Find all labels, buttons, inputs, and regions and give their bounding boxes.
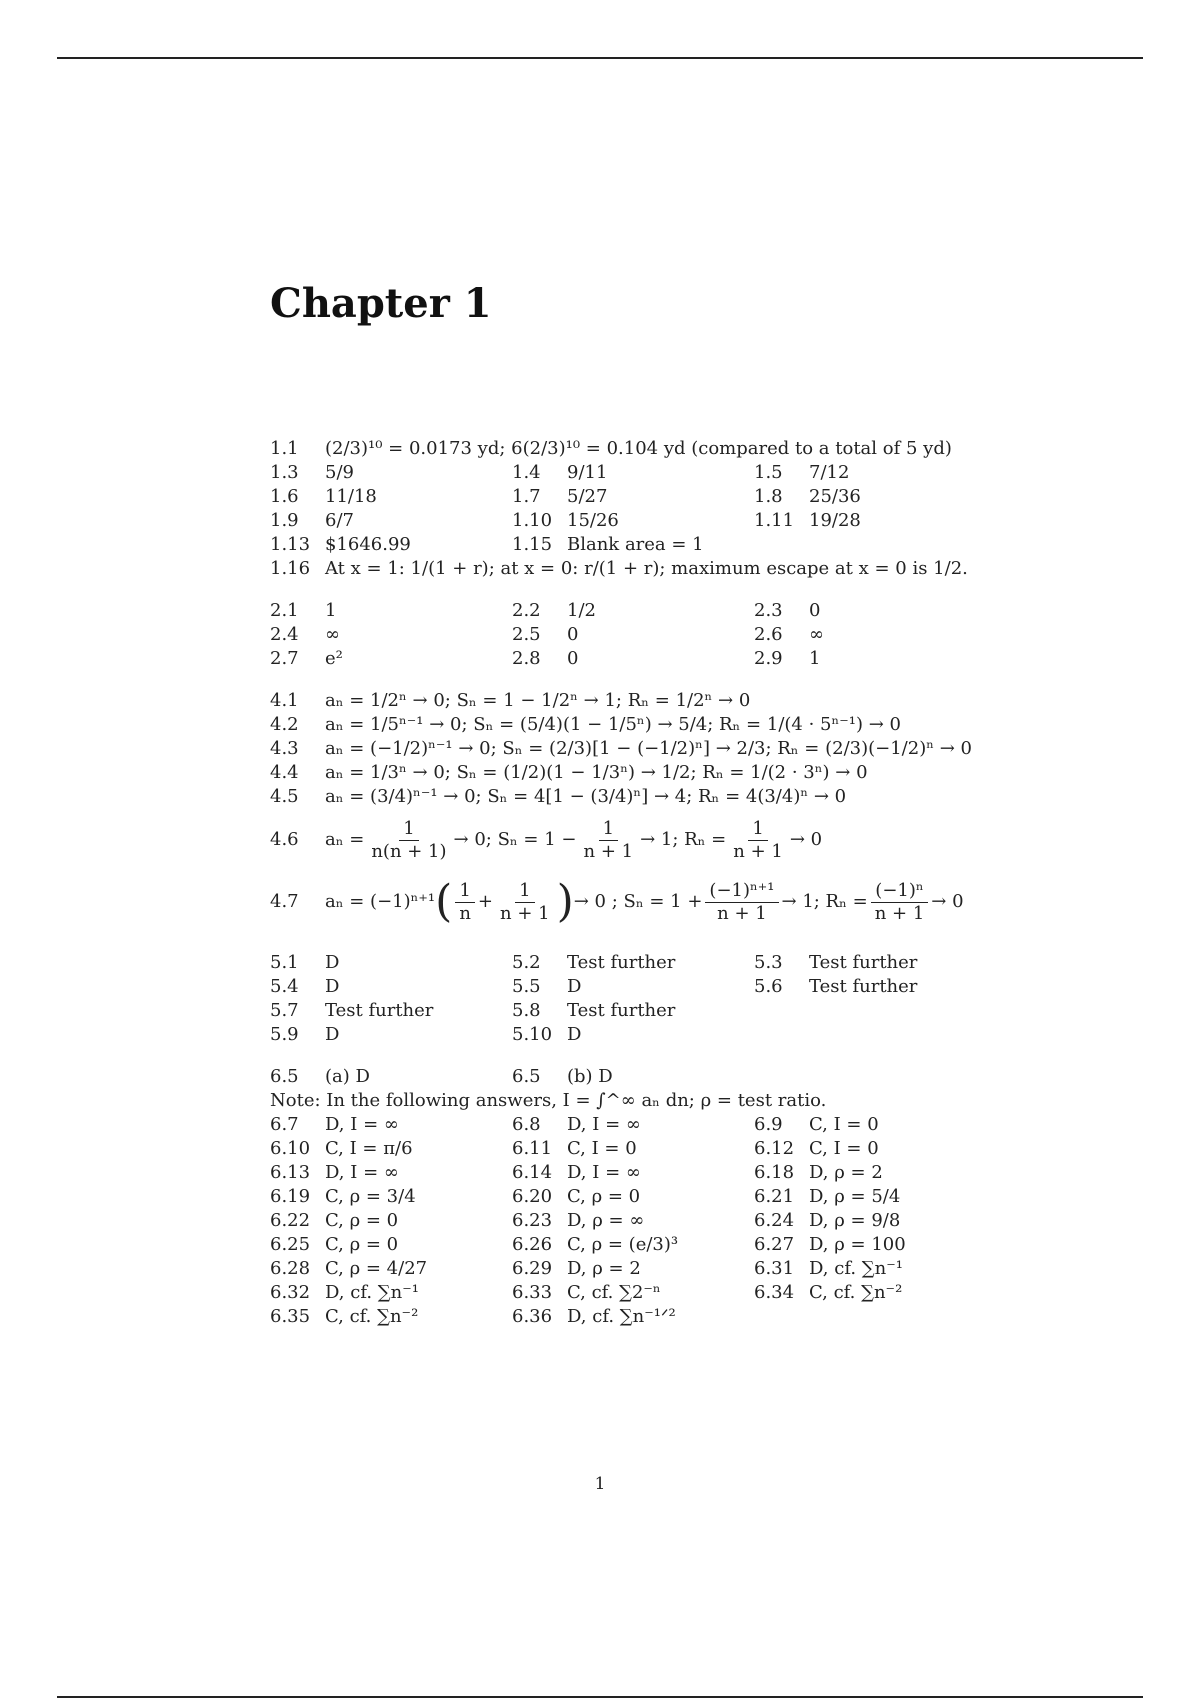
denominator: n + 1 <box>733 840 783 862</box>
answer-value: D, ρ = ∞ <box>567 1210 645 1231</box>
answer-row <box>270 461 1140 485</box>
equation-text: → 0 <box>931 891 964 912</box>
answer-value: ∞ <box>325 624 340 645</box>
problem-number: 2.8 <box>512 648 541 669</box>
answers <box>270 437 1140 1329</box>
answer-value: C, ρ = 0 <box>325 1210 399 1231</box>
answer-value: At x = 1: 1/(1 + r); at x = 0: r/(1 + r); maximum escape at x = 0 is 1/2. <box>325 558 968 579</box>
denominator: n + 1 <box>874 902 925 924</box>
answer-value: 1 <box>809 648 821 669</box>
answer-value: 0 <box>567 624 579 645</box>
answer-value: 1/2 <box>567 600 596 621</box>
numerator: (−1)ⁿ⁺¹ <box>705 881 778 903</box>
problem-number: 6.5 <box>512 1066 541 1087</box>
answer-row <box>270 1023 1140 1047</box>
answer-value: C, ρ = 0 <box>567 1186 641 1207</box>
answer-value: C, ρ = 0 <box>325 1234 399 1255</box>
answer-row <box>270 761 1140 785</box>
equation-text: → 1; Rₙ = <box>781 891 868 912</box>
answer-value: ∞ <box>809 624 824 645</box>
problem-number: 5.5 <box>512 976 541 997</box>
numerator: 1 <box>599 819 618 841</box>
problem-number: 5.4 <box>270 976 299 997</box>
problem-number: 5.9 <box>270 1024 299 1045</box>
left-paren: ( <box>435 876 453 927</box>
equation-text: aₙ = (−1)ⁿ⁺¹ <box>325 891 436 912</box>
answer-row <box>270 437 1140 461</box>
answer-value: D <box>325 976 340 997</box>
answer-row-fraction <box>270 809 1140 871</box>
answer-value: D <box>325 952 340 973</box>
answer-value: aₙ = 1/5ⁿ⁻¹ → 0; Sₙ = (5/4)(1 − 1/5ⁿ) → 5/4; Rₙ = 1/(4 · 5ⁿ⁻¹) → 0 <box>325 714 901 735</box>
answer-value: (b) D <box>567 1066 613 1087</box>
fraction <box>455 881 475 924</box>
equation-text: → 0; Sₙ = 1 − <box>453 829 577 850</box>
numerator: (−1)ⁿ <box>871 881 927 903</box>
section-4 <box>270 689 1140 933</box>
answer-value: 5/27 <box>567 486 608 507</box>
problem-number: 4.2 <box>270 714 299 735</box>
problem-number: 1.13 <box>270 534 311 555</box>
answer-value: aₙ = (3/4)ⁿ⁻¹ → 0; Sₙ = 4[1 − (3/4)ⁿ] → 4; Rₙ = 4(3/4)ⁿ → 0 <box>325 786 847 807</box>
problem-number: 6.35 <box>270 1306 311 1327</box>
fraction <box>580 819 638 862</box>
answer-value: D <box>567 976 582 997</box>
problem-number: 1.9 <box>270 510 299 531</box>
header-rule <box>57 57 1143 59</box>
problem-number: 1.11 <box>754 510 795 531</box>
problem-number: 6.18 <box>754 1162 795 1183</box>
answer-row <box>270 951 1140 975</box>
answer-value: Blank area = 1 <box>567 534 704 555</box>
answer-row <box>270 737 1140 761</box>
answer-row-fraction <box>270 871 1140 933</box>
problem-number: 5.2 <box>512 952 541 973</box>
fraction <box>871 881 929 924</box>
section-1 <box>270 437 1140 581</box>
answer-row <box>270 1257 1140 1281</box>
answer-value: C, I = 0 <box>809 1114 879 1135</box>
problem-number: 6.24 <box>754 1210 795 1231</box>
answer-value: $1646.99 <box>325 534 411 555</box>
problem-number: 1.16 <box>270 558 311 579</box>
fraction <box>705 881 778 924</box>
problem-number: 1.3 <box>270 462 299 483</box>
problem-number: 6.20 <box>512 1186 553 1207</box>
problem-number: 6.12 <box>754 1138 795 1159</box>
answer-value: C, cf. ∑n⁻² <box>809 1282 903 1303</box>
section-2 <box>270 599 1140 671</box>
problem-number: 6.5 <box>270 1066 299 1087</box>
problem-number: 6.31 <box>754 1258 795 1279</box>
problem-number: 6.23 <box>512 1210 553 1231</box>
problem-number: 5.6 <box>754 976 783 997</box>
answer-value: 1 <box>325 600 337 621</box>
equation-text: → 0 <box>789 829 823 850</box>
answer-value: 11/18 <box>325 486 377 507</box>
answer-value: D, ρ = 9/8 <box>809 1210 901 1231</box>
answer-row <box>270 1233 1140 1257</box>
answer-value: D, I = ∞ <box>325 1114 399 1135</box>
answer-value: 9/11 <box>567 462 608 483</box>
answer-value: Test further <box>567 1000 676 1021</box>
answer-row <box>270 1209 1140 1233</box>
answer-value: C, cf. ∑n⁻² <box>325 1306 419 1327</box>
problem-number: 6.27 <box>754 1234 795 1255</box>
equation-text: → 0 ; Sₙ = 1 + <box>573 891 703 912</box>
problem-number: 4.7 <box>270 891 299 912</box>
answer-row <box>270 557 1140 581</box>
denominator: n <box>459 902 471 924</box>
problem-number: 1.5 <box>754 462 783 483</box>
answer-value: e² <box>325 648 343 669</box>
denominator: n + 1 <box>583 840 634 862</box>
answer-row <box>270 689 1140 713</box>
numerator: 1 <box>515 881 534 903</box>
problem-number: 2.2 <box>512 600 541 621</box>
problem-number: 5.7 <box>270 1000 299 1021</box>
problem-number: 2.9 <box>754 648 783 669</box>
problem-number: 5.10 <box>512 1024 553 1045</box>
problem-number: 6.11 <box>512 1138 553 1159</box>
answer-row <box>270 1161 1140 1185</box>
answer-value: Test further <box>567 952 676 973</box>
problem-number: 2.5 <box>512 624 541 645</box>
equation-text: aₙ = <box>325 829 365 850</box>
answer-value: Test further <box>809 952 918 973</box>
problem-number: 4.4 <box>270 762 299 783</box>
answer-row <box>270 1185 1140 1209</box>
problem-number: 1.8 <box>754 486 783 507</box>
problem-number: 6.34 <box>754 1282 795 1303</box>
problem-number: 6.33 <box>512 1282 553 1303</box>
problem-number: 2.6 <box>754 624 783 645</box>
answer-value: 6/7 <box>325 510 354 531</box>
answer-value: D, I = ∞ <box>567 1162 641 1183</box>
answer-row <box>270 1281 1140 1305</box>
problem-number: 6.26 <box>512 1234 553 1255</box>
problem-number: 6.9 <box>754 1114 783 1135</box>
answer-value: D, ρ = 100 <box>809 1234 906 1255</box>
answer-value: Test further <box>325 1000 434 1021</box>
footer-rule <box>57 1696 1143 1698</box>
answer-value: Test further <box>809 976 918 997</box>
plus-sign: + <box>477 891 493 912</box>
answer-row <box>270 1137 1140 1161</box>
answer-value: D <box>325 1024 340 1045</box>
answer-value: aₙ = 1/3ⁿ → 0; Sₙ = (1/2)(1 − 1/3ⁿ) → 1/2; Rₙ = 1/(2 · 3ⁿ) → 0 <box>325 762 868 783</box>
answer-value: C, ρ = (e/3)³ <box>567 1234 679 1255</box>
answer-row <box>270 533 1140 557</box>
problem-number: 4.5 <box>270 786 299 807</box>
answer-row <box>270 1113 1140 1137</box>
problem-number: 6.28 <box>270 1258 311 1279</box>
note-row <box>270 1089 1140 1113</box>
answer-row <box>270 713 1140 737</box>
answer-value: aₙ = (−1/2)ⁿ⁻¹ → 0; Sₙ = (2/3)[1 − (−1/2)ⁿ] → 2/3; Rₙ = (2/3)(−1/2)ⁿ → 0 <box>325 738 972 759</box>
answer-value: 15/26 <box>567 510 619 531</box>
problem-number: 4.3 <box>270 738 299 759</box>
problem-number: 6.19 <box>270 1186 311 1207</box>
problem-number: 6.8 <box>512 1114 541 1135</box>
problem-number: 6.22 <box>270 1210 311 1231</box>
numerator: 1 <box>455 881 474 903</box>
fraction <box>367 819 450 862</box>
answer-value: aₙ = 1/2ⁿ → 0; Sₙ = 1 − 1/2ⁿ → 1; Rₙ = 1/2ⁿ → 0 <box>325 690 751 711</box>
answer-value: C, ρ = 4/27 <box>325 1258 428 1279</box>
note-text: Note: In the following answers, I = ∫^∞ aₙ dn; ρ = test ratio. <box>270 1090 827 1111</box>
problem-number: 4.1 <box>270 690 299 711</box>
answer-value: D, cf. ∑n⁻¹ᐟ² <box>567 1306 676 1327</box>
answer-value: D <box>567 1024 582 1045</box>
answer-row <box>270 647 1140 671</box>
problem-number: 1.10 <box>512 510 553 531</box>
answer-row <box>270 1305 1140 1329</box>
answer-value: (a) D <box>325 1066 370 1087</box>
answer-row <box>270 785 1140 809</box>
answer-row <box>270 509 1140 533</box>
fraction <box>729 819 787 862</box>
section-6 <box>270 1065 1140 1329</box>
problem-number: 1.6 <box>270 486 299 507</box>
problem-number: 1.4 <box>512 462 541 483</box>
answer-row <box>270 1065 1140 1089</box>
problem-number: 5.3 <box>754 952 783 973</box>
problem-number: 2.7 <box>270 648 299 669</box>
answer-row <box>270 999 1140 1023</box>
answer-value: D, ρ = 2 <box>809 1162 883 1183</box>
answer-value: (2/3)¹⁰ = 0.0173 yd; 6(2/3)¹⁰ = 0.104 yd (compared to a total of 5 yd) <box>325 438 952 459</box>
answer-row <box>270 975 1140 999</box>
answer-value: 5/9 <box>325 462 354 483</box>
answer-value: 25/36 <box>809 486 861 507</box>
problem-number: 6.29 <box>512 1258 553 1279</box>
problem-number: 6.13 <box>270 1162 311 1183</box>
problem-number: 6.10 <box>270 1138 311 1159</box>
answer-row <box>270 485 1140 509</box>
answer-value: D, I = ∞ <box>567 1114 641 1135</box>
problem-number: 1.1 <box>270 438 299 459</box>
answer-row <box>270 599 1140 623</box>
problem-number: 2.4 <box>270 624 299 645</box>
answer-value: D, I = ∞ <box>325 1162 399 1183</box>
answer-value: D, ρ = 5/4 <box>809 1186 901 1207</box>
answer-value: D, ρ = 2 <box>567 1258 641 1279</box>
problem-number: 6.32 <box>270 1282 311 1303</box>
problem-number: 6.7 <box>270 1114 299 1135</box>
answer-row <box>270 623 1140 647</box>
page-body <box>270 280 1140 1347</box>
chapter-title: Chapter 1 <box>270 280 492 327</box>
fraction <box>496 881 554 924</box>
equation-text: → 1; Rₙ = <box>640 829 727 850</box>
answer-value: 19/28 <box>809 510 861 531</box>
answer-value: C, I = π/6 <box>325 1138 413 1159</box>
problem-number: 4.6 <box>270 829 299 850</box>
right-paren: ) <box>556 876 574 927</box>
section-5 <box>270 951 1140 1047</box>
answer-value: D, cf. ∑n⁻¹ <box>325 1282 419 1303</box>
denominator: n + 1 <box>500 902 550 924</box>
answer-value: C, ρ = 3/4 <box>325 1186 416 1207</box>
problem-number: 5.8 <box>512 1000 541 1021</box>
denominator: n + 1 <box>717 902 767 924</box>
page-number: 1 <box>594 1474 606 1494</box>
problem-number: 6.36 <box>512 1306 553 1327</box>
answer-value: 0 <box>809 600 821 621</box>
problem-number: 5.1 <box>270 952 299 973</box>
answer-value: C, cf. ∑2⁻ⁿ <box>567 1282 661 1303</box>
problem-number: 2.1 <box>270 600 299 621</box>
problem-number: 1.7 <box>512 486 541 507</box>
problem-number: 1.15 <box>512 534 553 555</box>
problem-number: 2.3 <box>754 600 783 621</box>
problem-number: 6.21 <box>754 1186 795 1207</box>
problem-number: 6.14 <box>512 1162 553 1183</box>
answer-value: D, cf. ∑n⁻¹ <box>809 1258 903 1279</box>
numerator: 1 <box>748 819 767 841</box>
denominator: n(n + 1) <box>371 840 447 862</box>
answer-value: C, I = 0 <box>809 1138 879 1159</box>
answer-value: C, I = 0 <box>567 1138 637 1159</box>
numerator: 1 <box>399 819 418 841</box>
problem-number: 6.25 <box>270 1234 311 1255</box>
answer-value: 7/12 <box>809 462 850 483</box>
answer-value: 0 <box>567 648 579 669</box>
